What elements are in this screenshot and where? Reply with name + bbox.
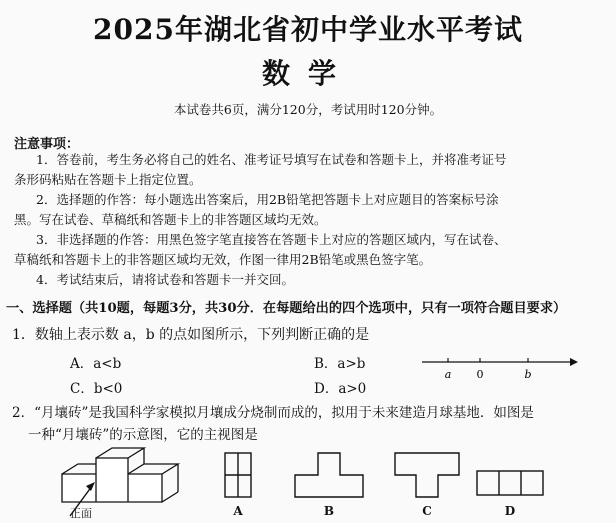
number-line-label-a: a bbox=[444, 368, 452, 381]
q2-choice-b-figure bbox=[294, 452, 364, 498]
notice-item-3 bbox=[14, 230, 606, 270]
q1-option-a: A．a<b bbox=[70, 356, 122, 372]
notice-text: 条形码粘贴在答题卡上指定位置。 bbox=[14, 172, 202, 187]
notice-item-1 bbox=[14, 150, 606, 190]
notice-text: 草稿纸和答题卡上的非答题区域均无效，作图一律用2B铅笔或黑色签字笔。 bbox=[14, 252, 432, 267]
q2-choice-a-label: A bbox=[233, 504, 243, 518]
q2-choice-d-figure bbox=[476, 470, 544, 496]
q2-line-2: 一种“月壤砖”的示意图，它的主视图是 bbox=[28, 427, 258, 443]
q2-choice-a-figure bbox=[224, 452, 252, 498]
q2-line-1: 2．“月壤砖”是我国科学家模拟月壤成分烧制而成的，拟用于未来建造月球基地．如图是 bbox=[12, 405, 534, 421]
front-label: 正面 bbox=[70, 507, 92, 520]
notice-item-2 bbox=[14, 190, 606, 230]
subject-title: 数学 bbox=[261, 57, 354, 90]
exam-title: 2025年湖北省初中学业水平考试 bbox=[93, 13, 523, 46]
q2-choice-d-label: D bbox=[504, 504, 516, 518]
number-line-label-b: b bbox=[524, 368, 532, 381]
notice-item-4 bbox=[14, 270, 606, 290]
q2-choice-b-label: B bbox=[323, 504, 335, 518]
notice-text: 黑。写在试卷、草稿纸和答题卡上的非答题区域均无效。 bbox=[14, 212, 327, 227]
question-1-stem: 1．数轴上表示数 a，b 的点如图所示，下列判断正确的是 bbox=[12, 327, 370, 343]
notice-text: 1．答卷前，考生务必将自己的姓名、准考证号填写在试卷和答题卡上，并将准考证号 bbox=[36, 152, 507, 167]
q1-option-d: D．a>0 bbox=[314, 381, 367, 397]
exam-info: 本试卷共6页，满分120分，考试用时120分钟。 bbox=[173, 102, 443, 117]
number-line-label-zero: 0 bbox=[476, 368, 484, 381]
section-heading: 一、选择题（共10题，每题3分，共30分．在每题给出的四个选项中，只有一项符合题目要求） bbox=[6, 301, 567, 316]
q1-option-b: B．a>b bbox=[314, 356, 366, 372]
q2-choice-c-figure bbox=[394, 452, 460, 498]
number-line-figure bbox=[420, 352, 580, 384]
q2-choice-c-label: C bbox=[422, 504, 432, 518]
question-2-stem bbox=[12, 402, 612, 446]
notice-text: 2．选择题的作答：每小题选出答案后，用2B铅笔把答题卡上对应题目的答案标号涂 bbox=[36, 192, 499, 207]
notice-text: 3．非选择题的作答：用黑色签字笔直接答在答题卡上对应的答题区域内，写在试卷、 bbox=[36, 232, 507, 247]
notice-heading: 注意事项： bbox=[14, 137, 80, 152]
notice-text: 4．考试结束后，请将试卷和答题卡一并交回。 bbox=[36, 272, 294, 287]
q1-option-c: C．b<0 bbox=[70, 381, 123, 397]
